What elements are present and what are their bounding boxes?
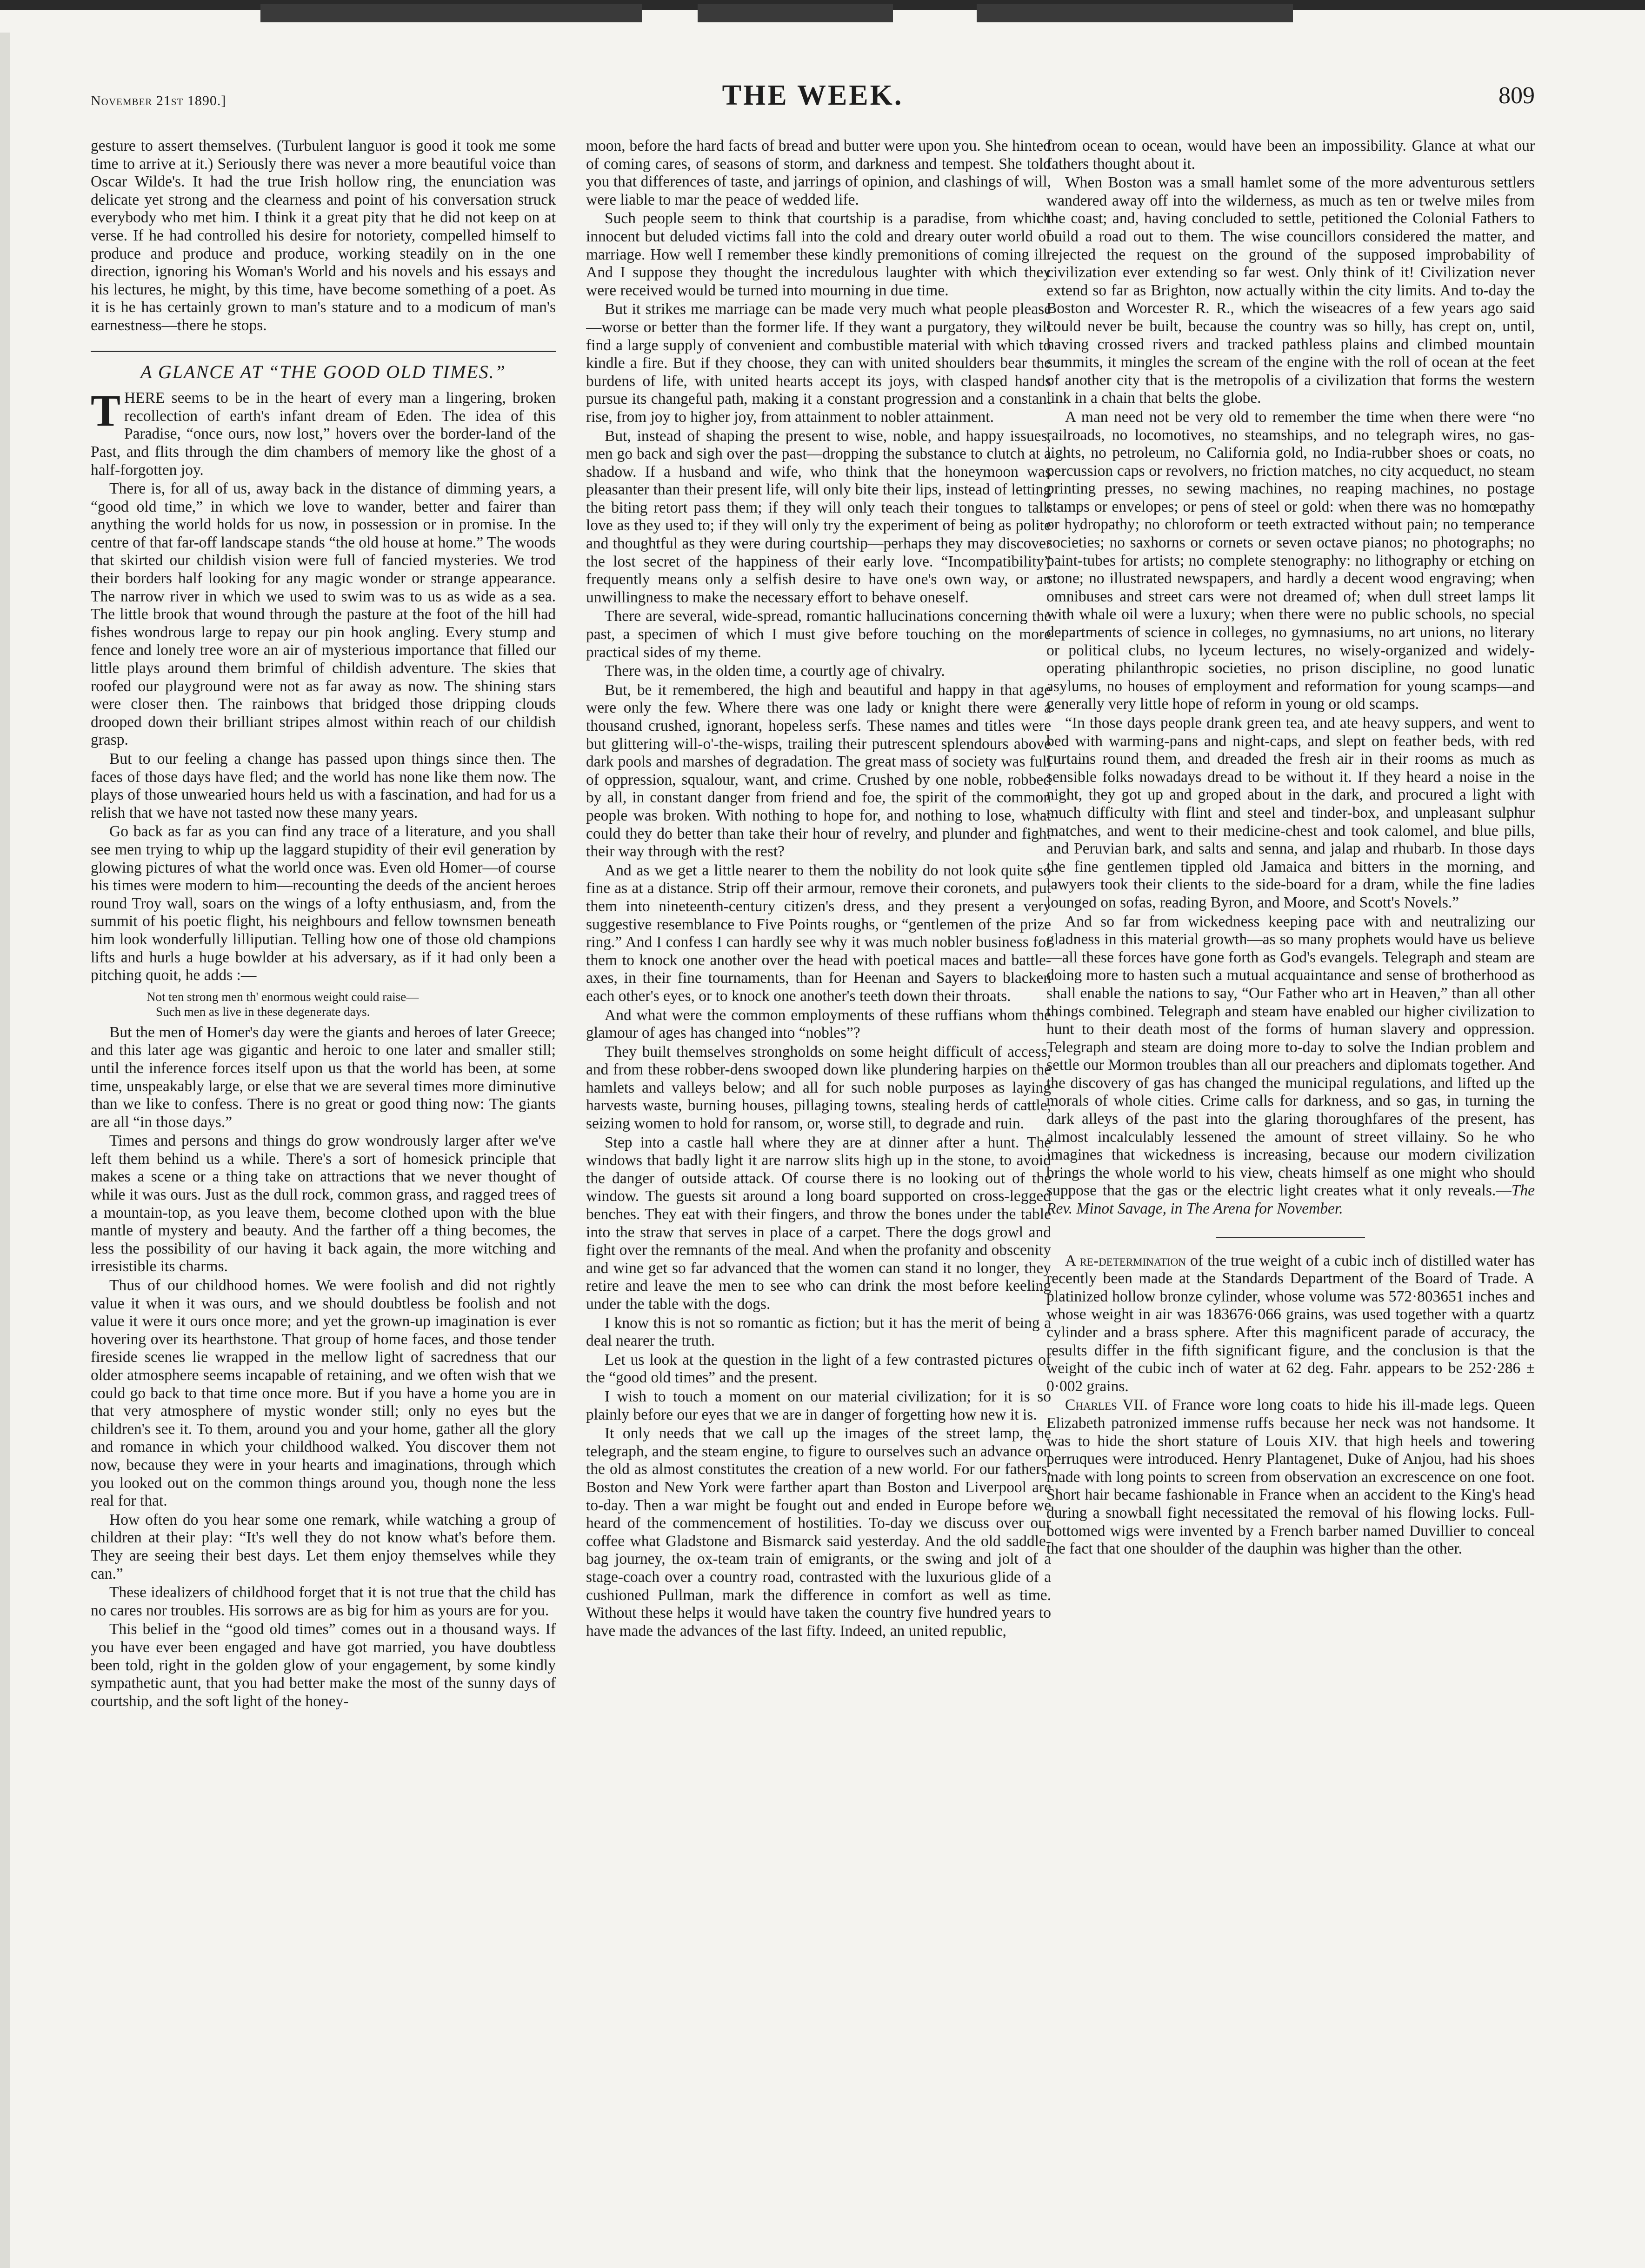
paragraph: There are several, wide-spread, romantic hallucinations concerning the past, a specimen of which I must give before touching on the more practical sides of my theme. [586,607,1051,661]
paragraph: Let us look at the question in the light of a few contrasted pictures of the “good old times” and the present. [586,1351,1051,1387]
paragraph: They built themselves strongholds on some height difficult of access, and from these robber-dens swooped down like plundering harpies on the hamlets and valleys below; and all for such noble purposes as laying harvests waste, burning houses, pillaging towns, stealing herds of cattle, seizing women to hold for ransom, or, worse still, to degrade and ruin. [586,1043,1051,1133]
paragraph: A man need not be very old to remember the time when there were “no railroads, no locomotives, no steamships, and no telegraph wires, no gas-lights, no petroleum, no California gold, no India-rubber shoes or coats, no percussion caps or revolvers, no friction matches, no city acqueduct, no steam printing presses, no sewing machines, no reaping machines, no postage stamps or envelopes; or pens of steel or gold: when there was no homœpathy or hydropathy; no chloroform or teeth extracted without pain; no temperance societies; no saxhorns or cornets or seven octave pianos; no photographs; no paint-tubes for artists; no complete stenography: no lithography or etching on stone; no illustrated newspapers, and hardly a decent wood engraving; when omnibuses and street cars were not dreamed of; when dull street lamps lit with whale oil were a luxury; when there were no public schools, no special departments of science in colleges, no gymnasiums, no art unions, no literary or political clubs, no lyceum lectures, no wisely-organized and widely-operating philanthropic societies, no prison discipline, no good lunatic asylums, no houses of employment and reformation for young scamps—and generally very little hope of reform in young or old scamps. [1046,408,1535,713]
paragraph: And what were the common employments of these ruffians whom the glamour of ages has changed into “nobles”? [586,1006,1051,1042]
paragraph: But it strikes me marriage can be made very much what people please—worse or better than the former life. If they want a purgatory, they will find a large supply of convenient and combustible material with which to kindle a fire. But if they choose, they can with united shoulders bear the burdens of life, with united hearts accept its joys, with clasped hands pursue its changeful path, making it a constant progression and a constant rise, from joy to higher joy, from attainment to nobler attainment. [586,300,1051,426]
attribution: The Rev. Minot Savage, in The Arena for November. [1046,1182,1535,1218]
verse-line: Such men as live in these degenerate days. [156,1004,370,1019]
lead-in: Charles VII. [1065,1396,1148,1414]
paragraph: Times and persons and things do grow wondrously larger after we've left them behind us a while. There's a sort of homesick principle that makes a scene or a thing take on attractions that we never thought of while it was ours. Just as the dull rock, common grass, and ragged trees of a mountain-top, as you leave them, become clothed upon with the blue mantle of mystery and beauty. And the farther off a thing becomes, the less the possibility of our having it back again, the more witching and irresistible its charms. [91,1132,556,1275]
masthead-title: THE WEEK. [722,80,904,111]
paragraph: But, be it remembered, the high and beautiful and happy in that age were only the few. Where there was one lady or knight there were a thousand crushed, ignorant, hopeless serfs. These names and titles were but glittering will-o'-the-wisps, trailing their putrescent splendours above dark pools and marshes of degradation. The great mass of society was full of oppression, squalour, want, and crime. Crushed by one noble, robbed by all, in constant danger from friend and foe, the spirit of the common people was broken. With nothing to hope for, and nothing to lose, what could they do better than take their hour of revelry, and plunder and fight their way through with the rest? [586,681,1051,861]
drop-cap: T [91,386,121,436]
paragraph: I know this is not so romantic as fiction; but it has the merit of being a deal nearer the truth. [586,1314,1051,1350]
paragraph: But, instead of shaping the present to wise, noble, and happy issues, men go back and sigh over the past—dropping the substance to clutch at a shadow. If a husband and wife, who think that the honeymoon was pleasanter than their present life, will only bite their lips, instead of letting the biting retort pass them; if they will only teach their tongues to talk love as they used to; if they will only try the experiment of being as polite and thoughtful as they were during courtship—perhaps they may discover the lost secret of the happiness of their early love. “Incompatibility” frequently means only a selfish desire to have one's own way, or an unwillingness to make the necessary effort to behave oneself. [586,427,1051,606]
column-3 [1046,137,1535,2175]
paragraph: There is, for all of us, away back in the distance of dimming years, a “good old time,” in which we love to wander, better and fairer than anything the world holds for us now, in possession or in promise. In the centre of that far-off landscape stands “the old house at home.” The woods that skirted our childish vision were full of fancied mysteries. We trod their borders half looking for any magic wonder or strange appearance. The narrow river in which we used to swim was to us as wide as a sea. The little brook that wound through the pasture at the foot of the hill had fishes wondrous large to repay our pin hook angling. Every stump and fence and lonely tree wore an air of mysterious importance that filled our little plays around them brimful of childish adventure. The skies that roofed our playground were not as far away as now. The shining stars were closer then. The rainbows that bridged those dripping clouds drooped down their brilliant stripes almost within reach of our childish grasp. [91,480,556,749]
paragraph: I wish to touch a moment on our material civilization; for it is so plainly before our eyes that we are in danger of forgetting how new it is. [586,1387,1051,1423]
page-number: 809 [1498,82,1535,109]
paragraph: It only needs that we call up the images of the street lamp, the telegraph, and the steam engine, to figure to ourselves such an advance on the old as almost constitutes the creation of a new world. For our fathers, Boston and New York were farther apart than Boston and Liverpool are to-day. Then a war might be fought out and ended in Europe before we heard of the commencement of hostilities. To-day we discuss over our coffee what Gladstone and Bismarck said yesterday. And the old saddle-bag journey, the ox-team train of emigrants, or the swing and jolt of a stage-coach over a country road, contrasted with the luxurious glide of a cushioned Pullman, mark the difference in comfort as well as time. Without these helps it would have taken the country five hundred years to have made the advances of the last fifty. Indeed, an united republic, [586,1425,1051,1640]
paragraph: And so far from wickedness keeping pace with and neutralizing our gladness in this material growth—as so many prophets would have us believe—all these forces have gone forth as God's evangels. Telegraph and steam are doing more to hasten such a mutual acquaintance and sense of brotherhood as shall enable the nations to say, “Our Father who art in Heaven,” than all other things combined. Telegraph and steam have enabled our higher civilization to hunt to their death most of the forms of human slavery and oppression. Telegraph and steam are doing more to-day to solve the Indian problem and settle our Mormon troubles than all our preachers and diplomats together. And the discovery of gas has changed the municipal regulations, and lifted up the morals of whole cities. Crime calls for darkness, and so gas, in turning the dark alleys of the past into the glaring thoroughfares of the present, has almost incalculably lessened the amount of street villainy. So he who imagines that wickedness is increasing, because our modern civilization brings the whole world to his view, cheats himself as one might who should suppose that the gas or the electric light creates what it only reveals.—The Rev. Minot Savage, in The Arena for November. [1046,913,1535,1218]
scan-top-band [0,0,1645,33]
paragraph: A re-determination of the true weight of a cubic inch of distilled water has recently been made at the Standards Department of the Board of Trade. A platinized hollow bronze cylinder, whose volume was 572·803651 inches and whose weight in air was 183676·066 grains, was used together with a quartz cylinder and a brass sphere. After this magnificent parade of accuracy, the results differ in the fifth significant figure, and the conclusion is that the weight of the cubic inch of water at 62 deg. Fahr. appears to be 252·286 ± 0·002 grains. [1046,1252,1535,1395]
paragraph: When Boston was a small hamlet some of the more adventurous settlers wandered away off into the wilderness, as much as ten or twelve miles from the coast; and, having concluded to settle, petitioned the Colonial Fathers to build a road out to them. The wise councillors considered the matter, and rejected the request on the ground of the supposed improbability of civilization ever extending so far west. Only think of it! Civilization never extend so far as Brighton, now actually within the city limits. And to-day the Boston and Worcester R. R., which the wiseacres of a few years ago said could never be built, because the country was so hilly, has crept on, until, having crossed rivers and tracked pathless plains and climbed mountain summits, it mingles the scream of the engine with the roll of ocean at the feet of another city that is the metropolis of a civilization that forms the western link in a chain that belts the globe. [1046,174,1535,407]
paragraph: There was, in the olden time, a courtly age of chivalry. [605,662,945,680]
paragraph: “In those days people drank green tea, and ate heavy suppers, and went to bed with warming-pans and night-caps, and slept on feather beds, with red curtains round them, and dreaded the fresh air in their rooms as much as sensible folks nowadays dread to be without it. If they heard a noise in the night, they got up and groped about in the dark, and procured a light with much difficulty with flint and steel and tinder-box, and unpleasant sulphur matches, and went to their medicine-chest and took calomel, and blue pills, and Peruvian bark, and salts and senna, and jalap and rhubarb. In those days the fine gentlemen tippled old Jamaica and bitters in the morning, and lawyers took their clients to the side-board for a dram, while the fine ladies lounged on sofas, reading Byron, and Moore, and Scott's Novels.” [1046,714,1535,911]
paragraph: Thus of our childhood homes. We were foolish and did not rightly value it when it was ours, and we should doubtless be foolish and not value it were it ours once more; and yet the grown-up imagination is ever hovering over its hearthstone. That group of home faces, and those tender fireside scenes lie wrapped in the mellow light of sacredness that our older atmosphere seems incapable of retaining, and we often wish that we could go back to that time once more. But if you have a home you are in that very atmosphere of mystic wonder still; only no eyes but the children's see it. To them, around you and your home, gather all the glory and romance in which your childhood walked. You discover them not now, because they were in your hearts and imaginations, through which you looked out on the common things around you, though none the less real for that. [91,1277,556,1510]
paragraph: How often do you hear some one remark, while watching a group of children at their play: “It's well they do not know what's before them. They are seeing their best days. Let them enjoy themselves while they can.” [91,1511,556,1582]
paragraph: This belief in the “good old times” comes out in a thousand ways. If you have ever been engaged and have got married, you have doubtless been told, right in the golden glow of your engagement, by some kindly sympathetic aunt, that you had better make the most of the sunny days of courtship, and the soft light of the honey- [91,1621,556,1710]
page-header [91,74,1535,116]
verse-quote [147,989,556,1019]
column-1 [91,137,556,2175]
column-2 [586,137,1051,2175]
paragraph: moon, before the hard facts of bread and butter were upon you. She hinted of coming cares, of seasons of storm, and darkness and tempest. She told you that differences of taste, and jarrings of opinion, and clashings of will, were liable to mar the peace of wedded life. [586,137,1051,208]
paragraph: gesture to assert themselves. (Turbulent languor is good it took me some time to arrive at it.) Seriously there was never a more beautiful voice than Oscar Wilde's. It had the true Irish hollow ring, the enunciation was delicate yet strong and the clearness and point of his conversation struck everybody who met him. I think it a great pity that he did not keep on at verse. If he had controlled his desire for notoriety, compelled himself to produce and produce and produce, working steadily on in the one direction, ignoring his Woman's World and his novels and his essays and his lectures, he might, by this time, have become something of a poet. As it is he has certainly grown to man's stature and to a modicum of man's earnestness—there he stops. [91,137,556,334]
paragraph: But the men of Homer's day were the giants and heroes of later Greece; and this later age was gigantic and heroic to one later and smaller still; until the inference forces itself upon us that the world has been, at some time, unspeakably large, or else that we are several times more diminutive than we like to confess. There is no great or good thing now: The giants are all “in those days.” [91,1023,556,1131]
section-divider [1216,1237,1365,1238]
paragraph: And as we get a little nearer to them the nobility do not look quite so fine as at a distance. Strip off their armour, remove their coronets, and put them into nineteenth-century citizen's dress, and they present a very suggestive resemblance to Five Points roughs, or “gentlemen of the prize ring.” And I confess I can hardly see why it was much nobler business for them to knock one another over the head with poetical maces and battle-axes, in their fine tournaments, than for Heenan and Sayers to blacken each other's eyes, or to knock one another's teeth down their throats. [586,861,1051,1005]
issue-date: November 21st 1890.] [91,93,226,108]
lead-in: A re-determination [1065,1252,1186,1269]
paragraph: But to our feeling a change has passed upon things since then. The faces of those days have fled; and the world has none like them now. The plays of those unwearied hours held us with a fascination, and had for us a relish that we have not tasted now these many years. [91,750,556,821]
verse-line: Not ten strong men th' enormous weight could raise— [147,989,419,1004]
paragraph: Step into a castle hall where they are at dinner after a hunt. The windows that badly light it are narrow slits high up in the stone, to avoid the danger of outside attack. Of course there is no looking out of the window. The guests sit around a long board supported on cross-legged benches. They eat with their fingers, and throw the bones under the table into the straw that serves in place of a carpet. There the dogs growl and fight over the remnants of the meal. And when the profanity and obscenity and wine get so far advanced that the women can stand it no longer, they retire and leave the men to see who can drink the most before keeling under the table with the dogs. [586,1134,1051,1313]
paragraph: These idealizers of childhood forget that it is not true that the child has no cares nor troubles. His sorrows are as big for him as yours are for you. [91,1584,556,1619]
paragraph: THERE seems to be in the heart of every man a lingering, broken recollection of earth's infant dream of Eden. The idea of this Paradise, “once ours, now lost,” hovers over the border-land of the Past, and flits through the dim chambers of memory like the ghost of a half-forgotten joy. [91,386,556,479]
article-title: A GLANCE AT “THE GOOD OLD TIMES.” [91,351,556,381]
page-left-edge [0,0,10,2268]
paragraph: from ocean to ocean, would have been an impossibility. Glance at what our fathers thought about it. [1046,137,1535,173]
paragraph: Such people seem to think that courtship is a paradise, from which innocent but deluded victims fall into the cold and dreary outer world of marriage. How well I remember these kindly premonitions of coming ill. And I suppose they thought the incredulous laughter with which they were received would be turned into mourning in due time. [586,210,1051,299]
paragraph: Charles VII. of France wore long coats to hide his ill-made legs. Queen Elizabeth patronized immense ruffs because her neck was not handsome. It was to hide the short stature of Louis XIV. that high heels and towering perruques were introduced. Henry Plantagenet, Duke of Anjou, had his shoes made with long points to screen from observation an excrescence on one foot. Short hair became fashionable in France when an accident to the King's head during a snowball fight necessitated the removal of his flowing locks. Full-bottomed wigs were invented by a French barber named Duvillier to conceal the fact that one shoulder of the dauphin was higher than the other. [1046,1396,1535,1558]
paragraph: Go back as far as you can find any trace of a literature, and you shall see men trying to whip up the laggard stupidity of their evil generation by glowing pictures of what the world once was. Even old Homer—of course his times were modern to him—recounting the deeds of the ancient heroes round Troy wall, soars on the wings of a lofty enthusiasm, and, from the summit of his poetic flight, his neighbours and fellow townsmen beneath him look wonderfully lilliputian. Telling how one of those old champions lifts and hurls a huge bowlder at his adversary, as if it had only been a pitching quoit, he adds :— [91,823,556,984]
